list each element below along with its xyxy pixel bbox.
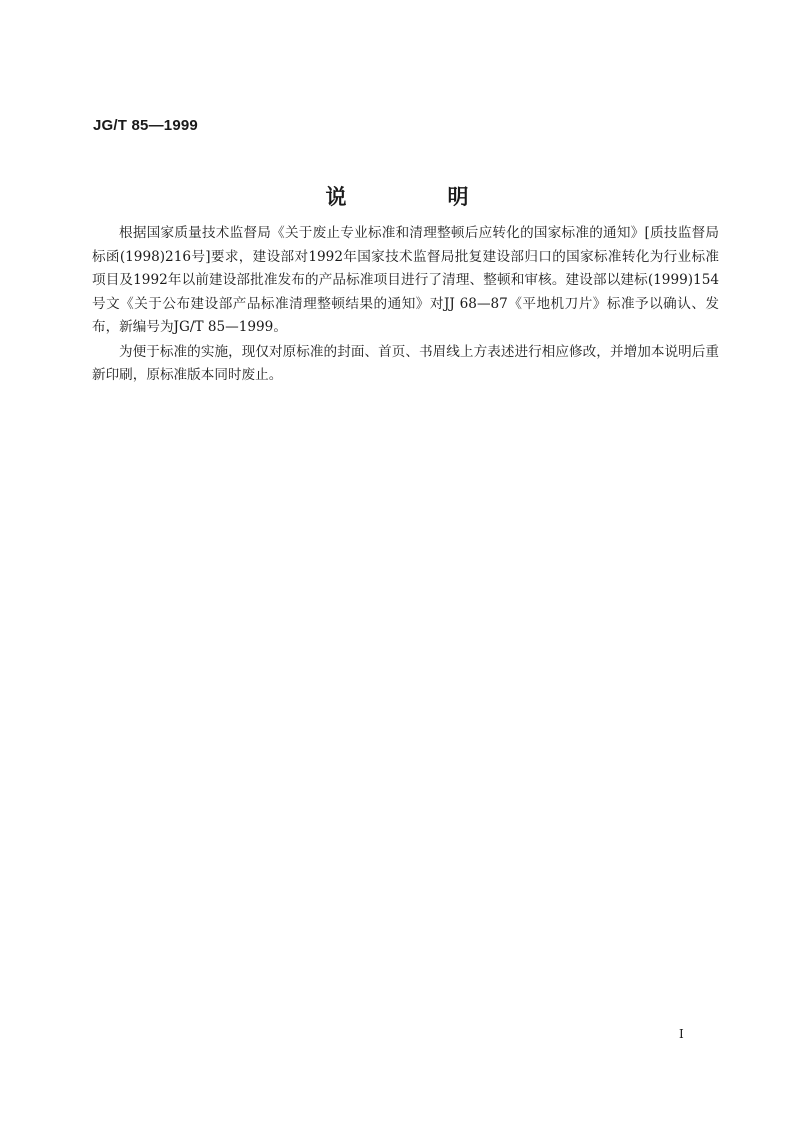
explanation-body bbox=[92, 222, 719, 389]
page-number: I bbox=[679, 1027, 684, 1041]
paragraph: 根据国家质量技术监督局《关于废止专业标准和清理整顿后应转化的国家标准的通知》[质技监督局标函(1998)216号]要求，建设部对1992年国家技术监督局批复建设部归口的国家标准转化为行业标准项目及1992年以前建设部批准发布的产品标准项目进行了清理、整顿和审核。建设部以建标(1999)154号文《关于公布建设部产品标准清理整顿结果的通知》对JJ 68—87《平地机刀片》标准予以确认、发布，新编号为JG/T 85—1999。 bbox=[92, 225, 719, 335]
paragraph: 为便于标准的实施，现仅对原标准的封面、首页、书眉线上方表述进行相应修改，并增加本说明后重新印刷，原标准版本同时废止。 bbox=[92, 343, 719, 383]
page-title: 说 明 bbox=[325, 185, 509, 209]
standard-code: JG/T 85—1999 bbox=[93, 117, 198, 134]
